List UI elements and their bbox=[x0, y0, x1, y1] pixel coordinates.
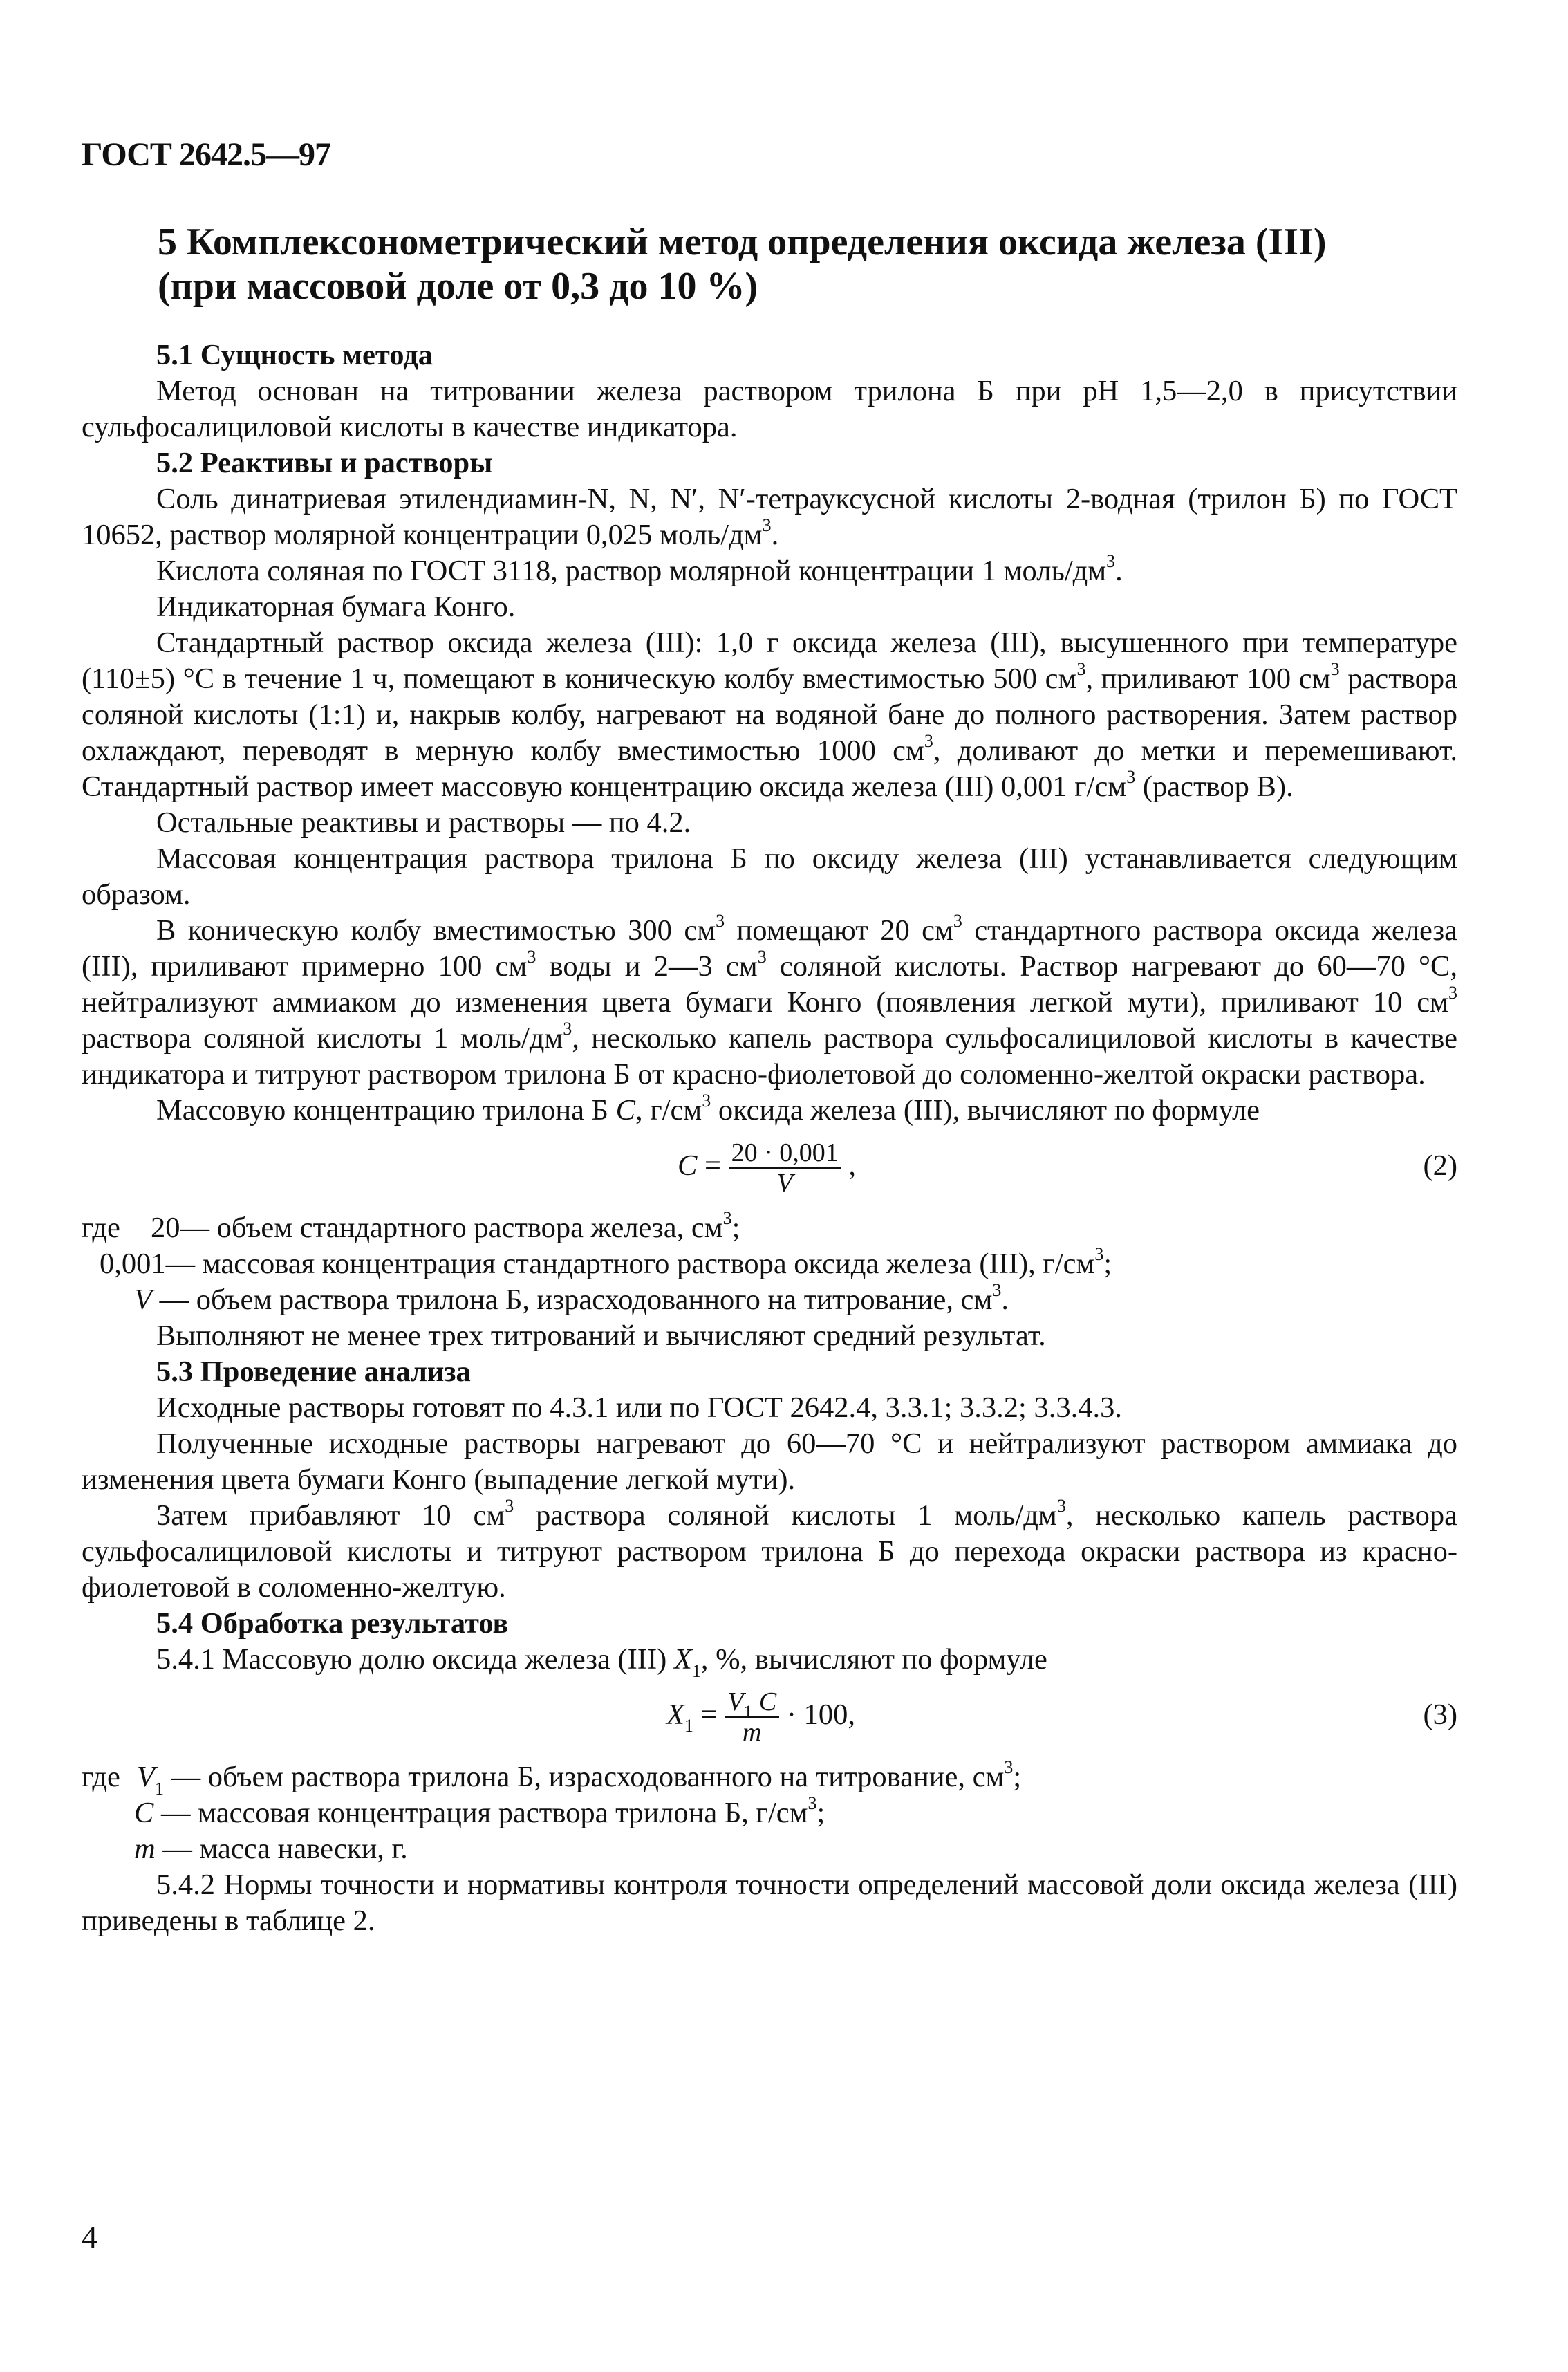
legend-2-row-2: 0,001— массовая концентрация стандартного раствора оксида железа (III), $г/см^3$; bbox=[100, 1243, 1112, 1280]
legend-2-row-3: V — объем раствора трилона Б, израсходованного на титрование, $см^3$. bbox=[134, 1279, 1009, 1316]
paragraph-formula-intro: Массовую концентрацию трилона Б C, $г/см^3$ оксида железа (III), вычисляют по формуле bbox=[156, 1090, 1260, 1127]
paragraph-5-4-1: 5.4.1 Массовую долю оксида железа (III) $X_1$, %, вычисляют по формуле bbox=[156, 1643, 1047, 1681]
document-code: ГОСТ 2642.5—97 bbox=[82, 136, 330, 173]
paragraph-hydrochloric-acid: Кислота соляная по ГОСТ 3118, раствор молярной концентрации 1 моль/$дм^3$. bbox=[156, 550, 1123, 587]
formula-3-expression: $X_1$ = $\frac{V_1 C}{m}$ · 100, bbox=[666, 1687, 856, 1747]
paragraph-titrate: Затем прибавляют 10 $см^3$ раствора соляной кислоты 1 моль/$дм^3$, несколько капель раствора сульфосалициловой кислоты и титруют раствором трилона Б до перехода окраски раствора из красно-фиолетовой в соломенно-желтую. bbox=[82, 1495, 1457, 1604]
formula-2-number: (2) bbox=[1423, 1149, 1457, 1182]
page-number: 4 bbox=[82, 2219, 97, 2254]
document-body bbox=[82, 337, 1457, 1939]
paragraph-method-essence: Метод основан на титровании железа раствором трилона Б при рН 1,5—2,0 в присутствии сульфосалициловой кислоты в качестве индикатора. bbox=[82, 375, 1457, 443]
paragraph-titration-procedure: В коническую колбу вместимостью 300 $см^3$ помещают 20 $см^3$ стандартного раствора оксида железа (III), приливают примерно 100 $см^3$ воды и 2—3 $см^3$ соляной кислоты. Раствор нагревают до 60—70 °С, нейтрализуют аммиаком до изменения цвета бумаги Конго (появления легкой мути), приливают 10 $см^3$ раствора соляной кислоты 1 моль/$дм^3$, несколько капель раствора сульфосалициловой кислоты в качестве индикатора и титруют раствором трилона Б от красно-фиолетовой до соломенно-желтой окраски раствора. bbox=[82, 910, 1458, 1091]
legend-3-row-2: C — массовая концентрация раствора трилона Б, $г/см^3$; bbox=[134, 1792, 825, 1829]
formula-3 bbox=[82, 1678, 1457, 1759]
paragraph-standard-solution: Стандартный раствор оксида железа (III): 1,0 г оксида железа (III), высушенного при температуре (110±5) °С в течение 1 ч, помещают в коническую колбу вместимостью 500 $см^3$, приливают 100 $см^3$ раствора соляной кислоты (1:1) и, накрыв колбу, нагревают на водяной бане до полного растворения. Затем раствор охлаждают, переводят в мерную колбу вместимостью 1000 $см^3$, доливают до метки и перемешивают. Стандартный раствор имеет массовую концентрацию оксида железа (III) 0,001 $г/см^3$ (раствор В). bbox=[82, 627, 1457, 803]
formula-2-expression: C = $\frac{20 \cdot 0,001}{V}$ , bbox=[678, 1138, 856, 1198]
subsection-heading-5-4: 5.4 Обработка результатов bbox=[156, 1607, 509, 1640]
paragraph-trilon-b: Соль динатриевая этилендиамин-N, N, N′, N′-тетрауксусной кислоты 2-водная (трилон Б) по ГОСТ 10652, раствор молярной концентрации 0,025 моль/$дм^3$. bbox=[82, 483, 1457, 551]
paragraph-mass-concentration-intro: Массовая концентрация раствора трилона Б по оксиду железа (III) устанавливается следующим образом. bbox=[82, 842, 1457, 911]
legend-3-row-3: m — масса навески, г. bbox=[134, 1833, 408, 1865]
paragraph-5-4-2: 5.4.2 Нормы точности и нормативы контроля точности определений массовой доли оксида железа (III) приведены в таблице 2. bbox=[82, 1869, 1457, 1937]
subsection-heading-5-3: 5.3 Проведение анализа bbox=[156, 1355, 471, 1388]
formula-2 bbox=[82, 1129, 1457, 1210]
section-title-line-2: (при массовой доле от 0,3 до 10 %) bbox=[158, 265, 758, 308]
paragraph-repeat-titrations: Выполняют не менее трех титрований и вычисляют средний результат. bbox=[156, 1319, 1046, 1352]
paragraph-congo-paper: Индикаторная бумага Конго. bbox=[156, 591, 516, 623]
legend-2-row-1: где 20— объем стандартного раствора железа, $см^3$; bbox=[82, 1207, 740, 1244]
subsection-heading-5-1: 5.1 Сущность метода bbox=[156, 339, 433, 371]
section-title-line-1: 5 Комплексонометрический метод определения оксида железа (III) bbox=[158, 221, 1327, 263]
paragraph-heat-neutralize: Полученные исходные растворы нагревают до 60—70 °С и нейтрализуют раствором аммиака до изменения цвета бумаги Конго (выпадение легкой мути). bbox=[82, 1427, 1457, 1496]
formula-3-fraction: $\frac{V_1 C}{m}$ bbox=[725, 1687, 779, 1747]
paragraph-source-solutions: Исходные растворы готовят по 4.3.1 или по ГОСТ 2642.4, 3.3.1; 3.3.2; 3.3.4.3. bbox=[156, 1391, 1122, 1424]
paragraph-other-reagents: Остальные реактивы и растворы — по 4.2. bbox=[156, 806, 691, 839]
section-title bbox=[158, 220, 1471, 308]
legend-3-row-1: где $V_1$ — объем раствора трилона Б, израсходованного на титрование, $см^3$; bbox=[82, 1757, 1022, 1799]
subsection-heading-5-2: 5.2 Реактивы и растворы bbox=[156, 447, 493, 479]
formula-3-number: (3) bbox=[1423, 1698, 1457, 1731]
formula-2-fraction: $\frac{20 \cdot 0,001}{V}$ bbox=[729, 1138, 841, 1198]
